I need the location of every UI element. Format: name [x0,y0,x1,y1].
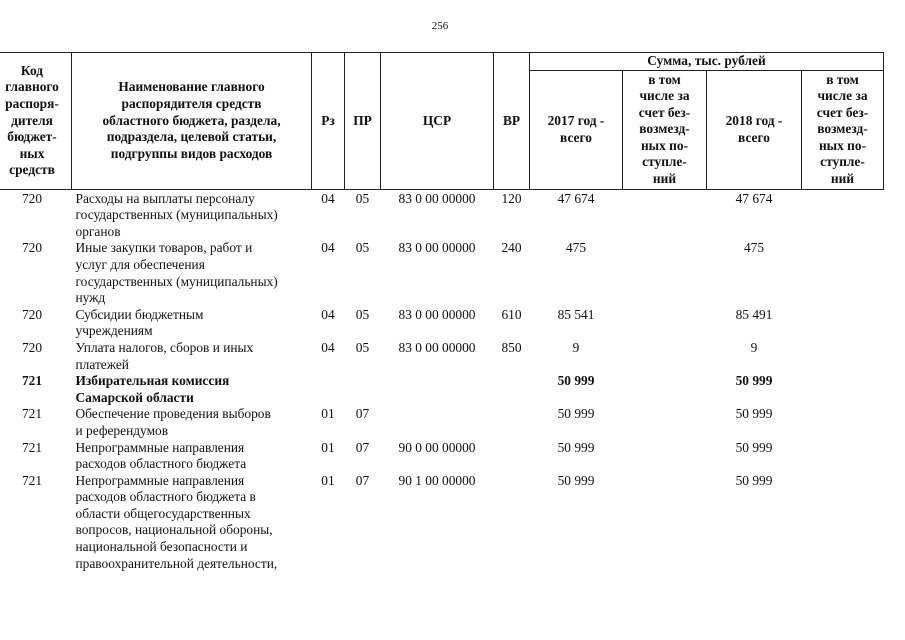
row-pr: 07 [355,439,370,455]
table-row [0,340,884,373]
row-grant-2018 [802,307,884,340]
row-grant-2017 [623,440,707,473]
header-2018-total: 2018 год - всего [707,70,802,189]
table-row [0,373,884,406]
row-sum-2017: 85 541 [557,306,595,322]
page-number: 256 [431,20,449,32]
row-sum-2017: 9 [572,339,580,355]
row-sum-2017: 50 999 [557,472,595,488]
row-csr [381,406,494,439]
row-sum-2018: 475 [743,240,765,256]
row-sum-2018: 50 999 [735,373,773,389]
row-vr [494,406,530,439]
table-row [0,240,884,306]
row-csr: 90 1 00 00000 [398,472,476,488]
header-code: Код главного распоря- дителя бюджет- ных средств [0,53,72,190]
row-vr [494,473,530,573]
row-name: Расходы на выплаты персоналу государственных (муниципальных) органов [75,190,278,239]
row-csr: 83 0 00 00000 [398,190,476,206]
row-vr [494,440,530,473]
row-vr: 240 [501,240,522,256]
row-pr: 05 [355,190,370,206]
row-rz: 01 [321,472,335,488]
row-pr: 07 [355,406,370,422]
row-name: Уплата налогов, сборов и иных платежей [75,339,254,372]
row-csr: 90 0 00 00000 [398,439,476,455]
row-sum-2018: 50 999 [735,472,773,488]
header-2017-total: 2017 год - всего [530,70,623,189]
header-rz: Рз [312,53,345,190]
row-vr: 610 [501,306,522,322]
row-code: 720 [21,190,43,206]
row-name: Субсидии бюджетным учреждениям [75,306,204,339]
header-sum-group: Сумма, тыс. рублей [530,53,884,71]
row-sum-2018: 85 491 [735,306,773,322]
row-grant-2018 [802,240,884,306]
row-code: 721 [21,439,43,455]
row-grant-2017 [623,473,707,573]
header-name: Наименование главного распорядителя средств областного бюджета, раздела, подраздела, целевой статьи, подгруппы видов расходов [72,53,312,190]
table-row [0,406,884,439]
row-grant-2018 [802,373,884,406]
row-name: Избирательная комиссия Самарской области [75,373,230,405]
row-sum-2018: 50 999 [735,406,773,422]
row-code: 720 [21,306,43,322]
row-name: Непрограммные направления расходов областного бюджета в области общегосударственных вопросов, национальной обороны, национальной безопасности и правоохранительной деятельности, [75,472,278,571]
row-grant-2018 [802,440,884,473]
row-rz: 01 [321,439,335,455]
row-code: 721 [21,472,43,488]
row-rz: 04 [321,190,335,206]
row-rz: 04 [321,339,335,355]
row-grant-2018 [802,189,884,240]
table-row [0,473,884,573]
row-grant-2017 [623,307,707,340]
row-pr: 05 [355,240,370,256]
row-rz: 04 [321,240,335,256]
row-sum-2017: 50 999 [557,406,595,422]
header-pr: ПР [345,53,381,190]
row-csr [381,373,494,406]
row-pr [345,373,381,406]
row-sum-2018: 50 999 [735,439,773,455]
row-pr: 05 [355,306,370,322]
table-row [0,189,884,240]
row-rz: 04 [321,306,335,322]
row-code: 721 [21,406,43,422]
row-rz [312,373,345,406]
row-pr: 07 [355,472,370,488]
row-grant-2017 [623,406,707,439]
row-sum-2017: 475 [565,240,587,256]
row-vr [494,373,530,406]
row-sum-2017: 47 674 [557,190,595,206]
table-row [0,440,884,473]
row-name: Иные закупки товаров, работ и услуг для обеспечения государственных (муниципальных) нужд [75,240,278,306]
row-grant-2017 [623,189,707,240]
row-code: 721 [21,373,43,389]
row-code: 720 [21,339,43,355]
row-grant-2017 [623,240,707,306]
row-code: 720 [21,240,43,256]
row-rz: 01 [321,406,335,422]
row-sum-2018: 47 674 [735,190,773,206]
table-row [0,307,884,340]
row-pr: 05 [355,339,370,355]
row-grant-2017 [623,373,707,406]
row-name: Непрограммные направления расходов областного бюджета [75,439,247,472]
header-2017-grants: в том числе за счет без- возмезд- ных по- ступле- ний [623,70,707,189]
row-grant-2017 [623,340,707,373]
row-csr: 83 0 00 00000 [398,306,476,322]
row-sum-2018: 9 [750,339,758,355]
header-csr: ЦСР [381,53,494,190]
row-grant-2018 [802,406,884,439]
row-grant-2018 [802,473,884,573]
row-sum-2017: 50 999 [557,373,595,389]
row-vr: 850 [501,339,522,355]
budget-table [0,52,884,572]
header-2018-grants: в том числе за счет без- возмезд- ных по- ступле- ний [802,70,884,189]
header-vr: ВР [494,53,530,190]
row-csr: 83 0 00 00000 [398,339,476,355]
row-name: Обеспечение проведения выборов и референдумов [75,406,271,438]
row-vr: 120 [501,190,522,206]
row-csr: 83 0 00 00000 [398,240,476,256]
row-grant-2018 [802,340,884,373]
row-sum-2017: 50 999 [557,439,595,455]
